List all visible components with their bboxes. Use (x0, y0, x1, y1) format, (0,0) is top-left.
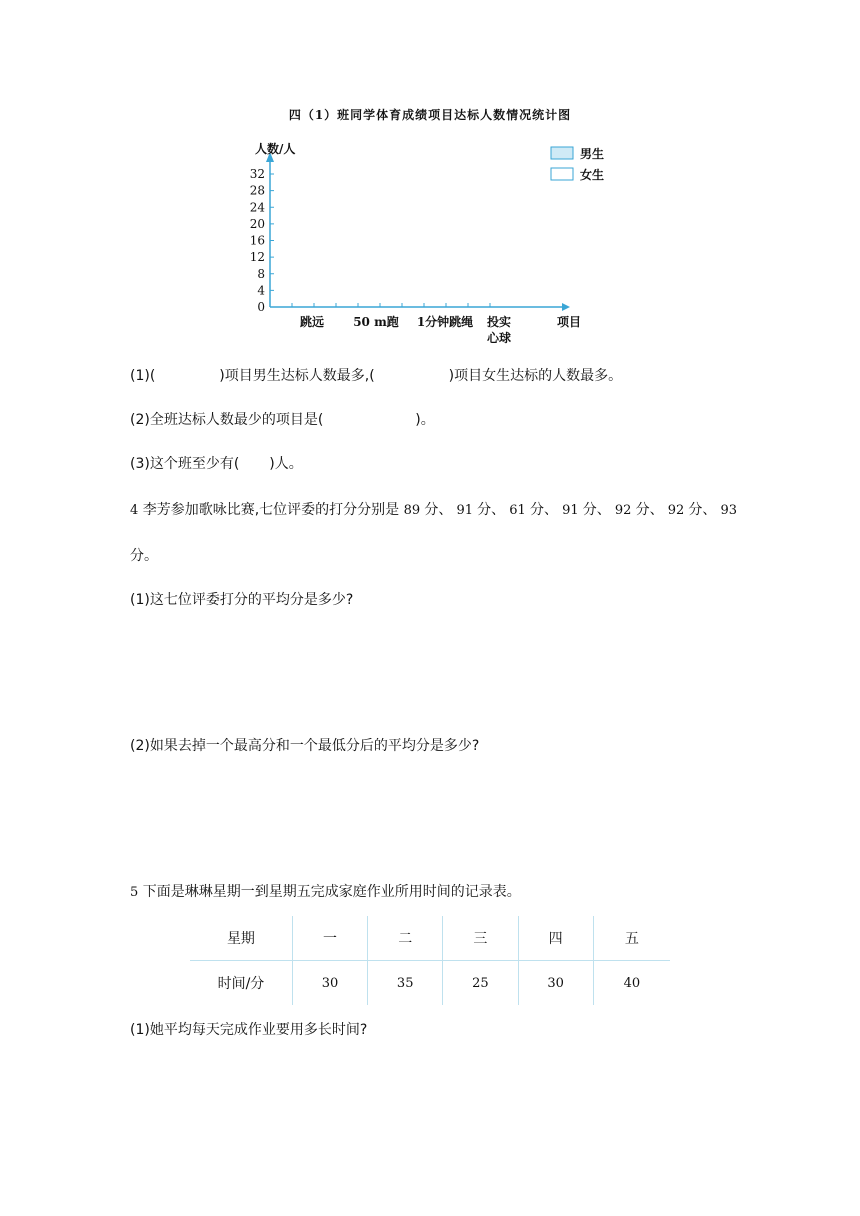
question-3-1 (130, 366, 622, 386)
category-label: 1分钟跳绳 (416, 315, 474, 329)
table-row-time (190, 961, 670, 1006)
question-4-1: (1)这七位评委打分的平均分是多少? (130, 592, 354, 608)
homework-time-table (190, 916, 670, 1005)
category-label: 跳远 (299, 315, 325, 329)
question-4 (130, 500, 737, 521)
question-3-2 (130, 410, 435, 430)
table-cell-time: 30 (292, 961, 367, 1006)
score-value: 92 (663, 503, 689, 518)
question-5-number: 5 (130, 885, 139, 900)
question-4-text: 李芳参加歌咏比赛,七位评委的打分分别是 (142, 502, 400, 518)
q3-2-part-a: (2)全班达标人数最少的项目是( (130, 412, 324, 428)
question-5-1: (1)她平均每天完成作业要用多长时间? (130, 1022, 368, 1038)
table-cell-time: 30 (518, 961, 593, 1006)
q3-3-part-b: )人。 (269, 456, 303, 472)
y-tick-label: 32 (249, 167, 265, 181)
score-unit: 分、 (635, 502, 664, 518)
score-unit: 分、 (424, 502, 453, 518)
chart-title: 四（1）班同学体育成绩项目达标人数情况统计图 (288, 108, 572, 122)
y-tick-label: 16 (249, 233, 265, 248)
table-header-weekday: 星期 (190, 916, 292, 961)
legend-label: 女生 (580, 168, 605, 182)
bar-chart (0, 0, 860, 360)
q3-1-part-a: (1)( (130, 368, 156, 384)
score-value: 89 (403, 503, 425, 518)
q3-3-part-a: (3)这个班至少有( (130, 456, 240, 472)
y-tick-label: 8 (257, 266, 265, 281)
question-5 (130, 882, 521, 903)
y-tick-label: 28 (249, 183, 265, 198)
score-value: 91 (557, 503, 583, 518)
score-unit: 分、 (582, 502, 611, 518)
category-label: 心球 (486, 331, 512, 345)
y-tick-label: 4 (257, 283, 265, 298)
table-row-weekday (190, 916, 670, 961)
question-4-number: 4 (130, 503, 139, 518)
table-cell-day: 三 (443, 916, 518, 961)
table-cell-day: 二 (368, 916, 443, 961)
last-score-unit: 分 (130, 548, 144, 564)
table-cell-time: 35 (368, 961, 443, 1006)
q3-2-part-b: )。 (415, 412, 435, 428)
legend-swatch (551, 168, 573, 180)
y-tick-label: 24 (249, 200, 265, 215)
score-value: 61 (505, 503, 530, 518)
y-axis-label: 人数/人 (255, 142, 296, 156)
x-axis-label: 项目 (557, 315, 582, 329)
category-label: 投实 (486, 315, 512, 329)
table-cell-day: 一 (292, 916, 367, 961)
table-cell-time: 40 (623, 975, 641, 991)
category-label: 50 m跑 (353, 315, 399, 329)
score-unit: 分、 (477, 502, 506, 518)
question-3-3 (130, 454, 303, 474)
y-tick-label: 12 (249, 250, 265, 265)
legend-label: 男生 (580, 147, 605, 161)
table-cell-day: 四 (518, 916, 593, 961)
q3-1-part-b: )项目男生达标人数最多,( (219, 368, 375, 384)
score-value: 91 (452, 503, 478, 518)
table-header-time: 时间/分 (190, 961, 292, 1006)
score-unit: 分、 (529, 502, 558, 518)
score-value: 92 (610, 503, 636, 518)
y-tick-label: 20 (249, 216, 265, 231)
legend-swatch (551, 147, 573, 159)
table-cell-day: 五 (593, 916, 670, 961)
question-4-unit-wrap: 分。 (130, 548, 158, 564)
score-value: 93 (716, 503, 738, 518)
table-cell-time: 25 (443, 961, 518, 1006)
question-4-2: (2)如果去掉一个最高分和一个最低分后的平均分是多少? (130, 738, 480, 754)
y-tick-label: 0 (257, 300, 265, 314)
x-axis-arrow (562, 303, 570, 311)
q3-1-part-c: )项目女生达标的人数最多。 (448, 368, 623, 384)
score-list (404, 502, 737, 518)
score-unit: 分、 (688, 502, 717, 518)
question-5-text: 下面是琳琳星期一到星期五完成家庭作业所用时间的记录表。 (142, 884, 521, 900)
